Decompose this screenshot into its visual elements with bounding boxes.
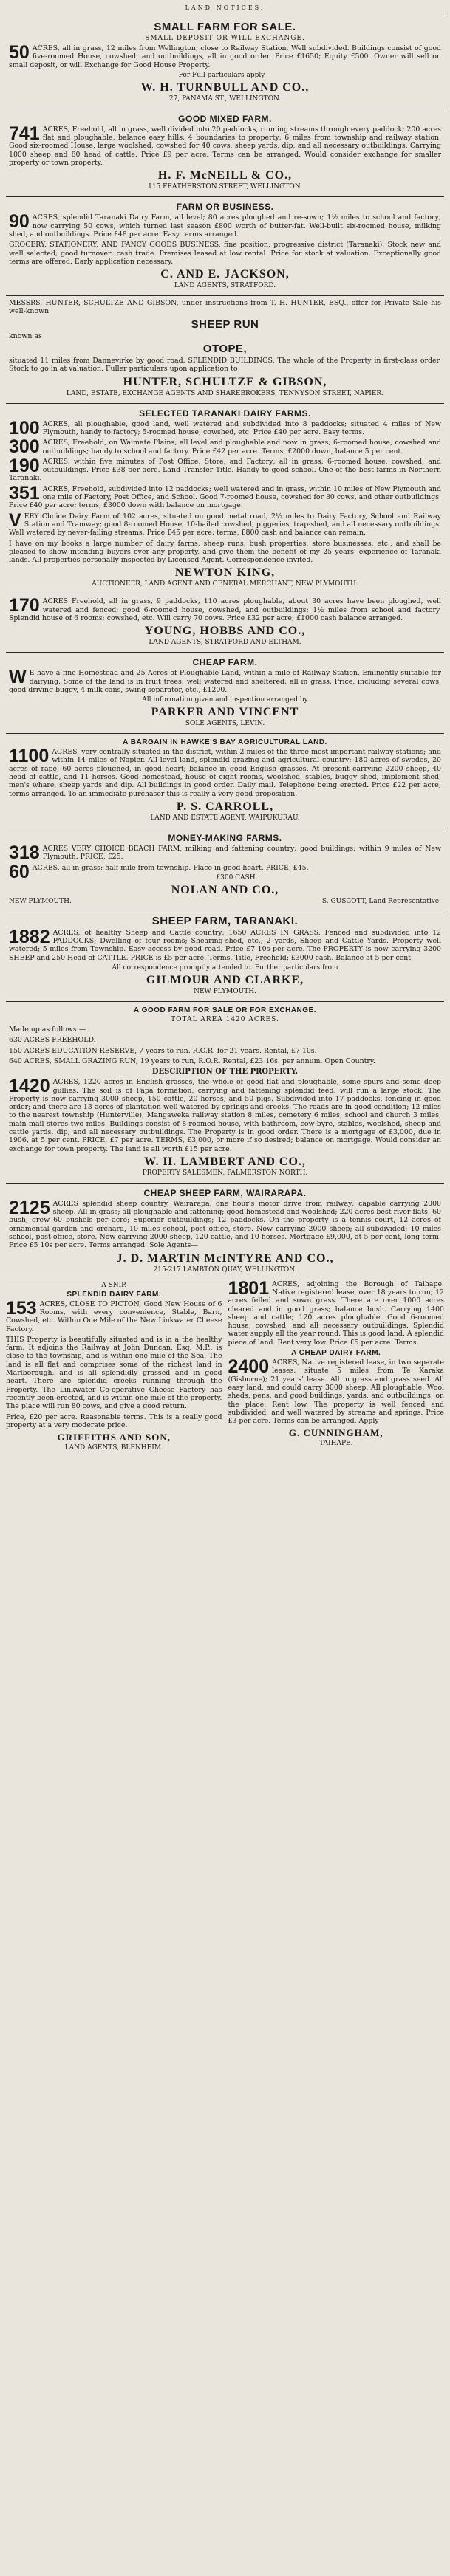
agent-location: NEW PLYMOUTH.	[9, 897, 72, 905]
ad-taranaki-dairy-farms	[6, 404, 444, 595]
listing-item: 300 ACRES, Freehold, on Waimate Plains; all level and ploughable and now in grass; 6-roomed house, cowshed and outbuildings; handy to school and factory. Price £42 per acre. Terms, £2000 down, balance 5 per cent.	[9, 436, 441, 458]
ad-intro: MESSRS. HUNTER, SCHULTZE AND GIBSON, under instructions from T. H. HUNTER, ESQ., offer for Private Sale his well-known	[9, 299, 441, 316]
ad-money-making-farms	[6, 828, 444, 910]
ad-line: 640 ACRES, SMALL GRAZING RUN, 19 years to run, R.O.R. Rental, £23 16s. per annum. Open Country.	[9, 1057, 375, 1065]
lead-number: 741	[9, 123, 40, 144]
ad-farm-for-exchange	[6, 1002, 444, 1184]
agent-name: GILMOUR AND CLARKE,	[146, 974, 304, 987]
lead-number: 2125	[9, 1197, 50, 1218]
ad-heading: FARM OR BUSINESS.	[176, 202, 274, 213]
lead-number: 50	[9, 42, 30, 63]
listing-item: VERY Choice Dairy Farm of 102 acres, situated on good metal road, 2½ miles to Dairy Factory, School and Railway Station and Tramway; good 8-roomed House, 10-bailed cowshed, piggeries, trap-shed, and all necessary outbuildings. Well watered by never-failing streams. Price £45 per acre; terms, £800 cash and balance can remain.	[9, 509, 441, 537]
ad-extra: I have on my books a large number of dairy farms, sheep runs, bush properties, store businesses, etc., and shall be pleased to show intending buyers over any property, and give them the benefit of my 25 years' experience of Taranaki lands. All properties personally inspected by Licensed Agent. Correspondence invited.	[9, 539, 441, 565]
ad-heading: SMALL FARM FOR SALE.	[154, 21, 296, 33]
listing-item: 190 ACRES, within five minutes of Post Office, Store, and Factory; all in grass; 6-roomed house, cowshed, and outbuildings. Price £38 per acre. Land Transfer Title. Handy to good school. One of the best farms in Northern Taranaki.	[9, 455, 441, 483]
agent-address: LAND AND ESTATE AGENT, WAIPUKURAU.	[150, 814, 300, 822]
agent-address: SOLE AGENTS, LEVIN.	[185, 720, 265, 728]
lead-number: 153	[6, 1297, 37, 1319]
lead-number: 90	[9, 211, 30, 233]
ad-sheep-run-otope	[6, 296, 444, 403]
ad-body: 170 ACRES Freehold, all in grass, 9 paddocks, 110 acres ploughable, about 30 acres have been ploughed, well watered and fenced; good 6-roomed house, cowshed, and outbuildings; 1½ miles from school and factory. Splendid house of 6 rooms; cowshed, etc. Will carry 70 cows. Price £32 per acre; £1000 cash balance arranged.	[9, 595, 441, 622]
ad-taihape-farms	[228, 1277, 445, 1453]
agent-representative: S. GUSCOTT, Land Representative.	[321, 897, 441, 905]
lead-number: 300	[9, 436, 40, 458]
listing-item: 60 ACRES, all in grass; half mile from township. Place in good heart. PRICE, £45.	[9, 861, 309, 882]
agent-address: LAND AGENTS, STRATFORD AND ELTHAM.	[149, 639, 301, 647]
ad-body-secondary: 2400 ACRES, Native registered lease, in two separate leases; situate 5 miles from Te Karaka (Gisborne); 21 years' lease. All in grass and grass seed. All easy land, and could carry 3000 sheep. All ploughable. Wool sheds, pens, and good buildings, yards, and outbuildings, on the place. Rent low. The property is well fenced and subdivided, and well watered by streams and springs. Price £3 per acre. Terms can be arranged. Apply—	[228, 1356, 444, 1426]
bottom-columns	[6, 1277, 444, 1453]
ad-tag: A SNIP.	[101, 1281, 127, 1289]
ad-subheading: SMALL DEPOSIT OR WILL EXCHANGE.	[145, 35, 305, 42]
ad-sheep-farm-taranaki	[6, 910, 444, 1002]
ad-heading: SHEEP FARM, TARANAKI.	[151, 914, 299, 927]
agent-address: 215-217 LAMBTON QUAY, WELLINGTON.	[153, 1265, 297, 1274]
agent-name: YOUNG, HOBBS AND CO.,	[144, 625, 306, 638]
agent-address: TAIHAPE.	[319, 1440, 353, 1448]
ad-subheading: TOTAL AREA 1420 ACRES.	[171, 1016, 279, 1024]
agent-address: LAND AGENTS, STRATFORD.	[174, 282, 276, 290]
ad-heading: SELECTED TARANAKI DAIRY FARMS.	[139, 408, 311, 419]
agent-name: J. D. MARTIN McINTYRE AND CO.,	[116, 1251, 334, 1265]
ad-heading: SPLENDID DAIRY FARM.	[67, 1290, 162, 1299]
ad-line-heading: DESCRIPTION OF THE PROPERTY.	[151, 1068, 299, 1076]
listing-item: 100 ACRES, all ploughable, good land, well watered and subdivided into 8 paddocks; situated 4 miles of New Plymouth, handy to factory; 5-roomed house, cowshed, etc. Price £40 per acre. Easy terms.	[9, 417, 441, 439]
ad-small-farm	[6, 16, 444, 109]
ad-note: All correspondence promptly attended to. Further particulars from	[112, 964, 338, 972]
agent-name: C. AND E. JACKSON,	[160, 268, 290, 281]
ad-body: 741 ACRES, Freehold, all in grass, well divided into 20 paddocks, running streams through every paddock; 200 acres flat and ploughable, balance easy hills; 4 boundaries to property; 6 miles from township and railway station. Good six-roomed House, large woolshed, cowshed for 40 cows, sheep yards, dip, and all necessary outbuildings. Carrying 1000 sheep and 80 head of cattle. Price £9 per acre. Terms can be arranged. Would consider exchange for smaller property or town property.	[9, 123, 441, 168]
lead-number: 318	[9, 842, 40, 863]
agent-address: PROPERTY SALESMEN, PALMERSTON NORTH.	[142, 1169, 308, 1177]
ad-body: 153 ACRES, CLOSE TO PICTON, Good New House of 6 Rooms, with every convenience, Stable, Barn, Cowshed, etc. Within One Mile of the New Linkwater Cheese Factory.	[6, 1297, 222, 1333]
ad-farm-or-business	[6, 197, 444, 296]
agent-address: 27, PANAMA ST., WELLINGTON.	[168, 95, 282, 103]
ad-body: situated 11 miles from Dannevirke by good road. SPLENDID BUILDINGS. The whole of the Property in first-class order. Stock to go in at valuation. Fuller particulars upon application to	[9, 357, 441, 374]
ad-170-acres	[6, 594, 444, 653]
lead-letter: V	[9, 509, 21, 531]
ad-note: For Full particulars apply—	[178, 71, 272, 79]
lead-number: 2400	[228, 1356, 270, 1378]
agent-name: HUNTER, SCHULTZE & GIBSON,	[123, 375, 327, 388]
agent-address: NEW PLYMOUTH.	[194, 988, 256, 996]
ad-hawkes-bay-bargain	[6, 734, 444, 828]
agent-name: GRIFFITHS AND SON,	[57, 1432, 171, 1443]
ad-body: 50 ACRES, all in grass, 12 miles from Wellington, close to Railway Station. Well subdivided. Buildings consist of good five-roomed House, cowshed, and outbuildings, all in good order. Price £1650; Equity £500. Owner will sell on small deposit, or will Exchange for Good House Property.	[9, 42, 441, 69]
lead-number: 1420	[9, 1076, 50, 1097]
ad-line: 630 ACRES FREEHOLD.	[9, 1036, 96, 1045]
agent-footer	[9, 898, 441, 905]
agent-address: 115 FEATHERSTON STREET, WELLINGTON.	[148, 183, 302, 191]
ad-body: 1420 ACRES, 1220 acres in English grasses, the whole of good flat and ploughable, some spurs and some deep gullies. The soil is of Papa formation, carrying and fattening splendid feed; will run a large stock. The Property is now carrying 3000 sheep, 150 cattle, 20 horses, and 50 pigs. Subdivided into 17 paddocks, fencing in good order; and there are 13 acres of plantation well watered by springs and creeks. The roads are in good condition; 12 miles to the nearest township (Hunterville), Mangaweka railway station 8 miles, cemetery 6 miles, school and church 3 miles, main mail stores two miles. Buildings consist of 8-roomed house, with bathroom, cow-byre, stables, woolshed, sheep and cattle yards, dip, and all necessary outbuildings. The Property is in good order. There is a mortgage of £3,000, due in 1906, at 5 per cent. PRICE, £7 per acre. TERMS, £3,000, or more if so desired; balance on mortgage. Would consider an exchange for town property. The land is all worth £15 per acre.	[9, 1076, 441, 1153]
lead-number: 351	[9, 482, 40, 504]
page-header: LAND NOTICES.	[6, 4, 444, 13]
ad-heading: MONEY-MAKING FARMS.	[168, 832, 282, 843]
ad-line: Made up as follows:—	[9, 1026, 86, 1034]
agent-name: NOLAN AND CO.,	[171, 883, 279, 896]
lead-number: 100	[9, 417, 40, 439]
lead-number: 190	[9, 455, 40, 476]
agent-name: W. H. LAMBERT AND CO.,	[144, 1155, 306, 1168]
lead-number: 1882	[9, 926, 50, 947]
ad-cheap-farm	[6, 653, 444, 734]
ad-heading: A GOOD FARM FOR SALE OR FOR EXCHANGE.	[133, 1006, 317, 1015]
ad-known-as: known as	[9, 332, 42, 340]
ad-body-secondary: THIS Property is beautifully situated and is in a the healthy farm. It adjoins the Railway at John Duncan, Esq. M.P., is close to the township, and is within one mile of the Sea. The land is all flat and comprises some of the richest land in Marlborough, and is all splendidly grassed and in good heart. There are splendid creeks running through the Property. The Linkwater Co-operative Cheese Factory has recently been erected, and is within one mile of the property. The place will run 80 cows, and give a good return.	[6, 1335, 222, 1411]
agent-address: LAND, ESTATE, EXCHANGE AGENTS AND SHAREBROKERS, TENNYSON STREET, NAPIER.	[66, 389, 384, 397]
ad-body-secondary: GROCERY, STATIONERY, AND FANCY GOODS BUSINESS, fine position, progressive district (Taranaki). Stock new and well selected; good turnover; cash trade. Premises leased at low rental. Price for stock at valuation. Exceptionally good terms are offered. Early application necessary.	[9, 241, 441, 266]
lead-number: 170	[9, 595, 40, 616]
ad-body: 2125 ACRES splendid sheep country, Wairarapa, one hour's motor drive from railway; capable carrying 2000 sheep. All in grass; all ploughable and fattening; good homestead and woolshed; 220 acres best river flats. 60 bush; grew 60 bushels per acre; Superior outbuildings; 12 paddocks. On the property is a tennis court, 12 acres of ornamental garden and orchard, 10 miles school, post office, store. Now carrying 2000 sheep; all subdivided; 10 miles school, post office, store. Now carrying 2000 sheep, 120 cattle, and 10 horses. Mortgage £9,000, at 5 per cent, long term. Price £5 10s per acre. Terms arranged. Sole Agents—	[9, 1197, 441, 1250]
ad-mixed-farm	[6, 109, 444, 197]
listing-item: 351 ACRES, Freehold, subdivided into 12 paddocks; well watered and in grass, within 10 miles of New Plymouth and one mile of Factory, Post Office, and School. Good 7-roomed house, cowshed for 80 cows, and other outbuildings. Price £40 per acre; terms, £3000 down with balance on mortgage.	[9, 482, 441, 510]
ad-note: All information given and inspection arranged by	[142, 696, 308, 704]
ad-heading: CHEAP FARM.	[192, 657, 258, 668]
lead-number: 1801	[228, 1277, 270, 1299]
agent-name: H. F. McNEILL & CO.,	[157, 169, 293, 182]
property-name: OTOPE,	[202, 343, 248, 356]
ad-body: 1801 ACRES, adjoining the Borough of Taihape. Native registered lease, over 18 years to run; 12 acres felled and sown grass. There are over 1000 acres cleared and in good grass; balance bush. Carrying 1400 sheep and cattle; 120 acres ploughable. Good 6-roomed house, cowshed, and all necessary outbuildings. Splendid water supply all the year round. This is good land. A splendid piece of land. Rent very low. Price £5 per acre. Terms.	[228, 1277, 444, 1347]
ad-body: W E have a fine Homestead and 25 Acres of Ploughable Land, within a mile of Railway Station. Eminently suitable for dairying. Some of the land is in fruit trees; well watered and sheltered; all in grass. Price, including several cows, good driving buggy, 4 milk cans, swing separator, etc., £1200.	[9, 667, 441, 694]
ad-snip-dairy-farm	[6, 1280, 222, 1453]
lead-number: 60	[9, 861, 30, 882]
agent-name: NEWTON KING,	[174, 566, 276, 580]
ad-line: 150 ACRES EDUCATION RESERVE, 7 years to run. R.O.R. for 21 years. Rental, £7 10s.	[9, 1046, 317, 1055]
ad-body: 1100 ACRES, very centrally situated in the district, within 2 miles of the three most important railway stations; and within 14 miles of Napier. All level land, splendid grazing and agricultural country; 180 acres of swedes, 20 acres of rape, 60 acres ploughed, in good heart; balance in good English grasses. At present carrying 2200 sheep, 40 head of cattle, and 11 horses. Good homestead, house of eight rooms, woolshed, stables, buggy shed, implement shed, men's whare, sheep yards and dip. All buildings in good order. Daily mail. Telephone being erected. Price £22 per acre; terms arranged. To an immediate purchaser this is really a very good proposition.	[9, 746, 441, 798]
agent-address: LAND AGENTS, BLENHEIM.	[64, 1444, 163, 1452]
ad-heading: A BARGAIN IN HAWKE'S BAY AGRICULTURAL LAND.	[123, 738, 327, 747]
agent-address: AUCTIONEER, LAND AGENT AND GENERAL MERCHANT, NEW PLYMOUTH.	[92, 580, 358, 588]
lead-number: 1100	[9, 746, 50, 767]
ad-heading: CHEAP SHEEP FARM, WAIRARAPA.	[143, 1187, 307, 1198]
ad-heading: GOOD MIXED FARM.	[178, 113, 272, 124]
ad-body: 1882 ACRES, of healthy Sheep and Cattle country; 1650 ACRES IN GRASS. Fenced and subdivided into 12 PADDOCKS; Dwelling of four rooms; Shearing-shed, etc.; 2 yards, Sheep and Cattle Yards. Property well watered; 5 miles from Township. Easy access by good road. Price £7 10s per acre. The PROPERTY is now carrying 3200 SHEEP and 250 Head of CATTLE. PRICE is £5 per acre. Terms. Title, Freehold; £3000 cash. Balance at 5 per cent.	[9, 926, 441, 962]
ad-heading: A CHEAP DAIRY FARM.	[291, 1349, 381, 1358]
ad-price: Price, £20 per acre. Reasonable terms. This is a really good property at a very moderate price.	[6, 1412, 222, 1429]
cash-note: £300 CASH.	[216, 873, 258, 882]
agent-name: W. H. TURNBULL AND CO.,	[140, 80, 310, 94]
ad-heading: SHEEP RUN	[191, 317, 259, 331]
agent-name: P. S. CARROLL,	[176, 800, 274, 813]
ad-body: 90 ACRES, splendid Taranaki Dairy Farm, all level; 80 acres ploughed and re-sown; 1½ miles to school and factory; now carrying 50 cows, which turned last season £800 worth of butter-fat. Well-built six-roomed house, milking shed, and outbuildings. Price £48 per acre. Easy terms arranged.	[9, 211, 441, 238]
agent-name: PARKER AND VINCENT	[151, 706, 299, 719]
agent-name: G. CUNNINGHAM,	[288, 1427, 383, 1439]
lead-letter: W	[9, 667, 27, 688]
ad-wairarapa-sheep-farm	[6, 1184, 444, 1280]
listing-item: 318 ACRES VERY CHOICE BEACH FARM, milking and fattening country; good buildings; within 9 miles of New Plymouth. PRICE, £25.	[9, 842, 441, 863]
